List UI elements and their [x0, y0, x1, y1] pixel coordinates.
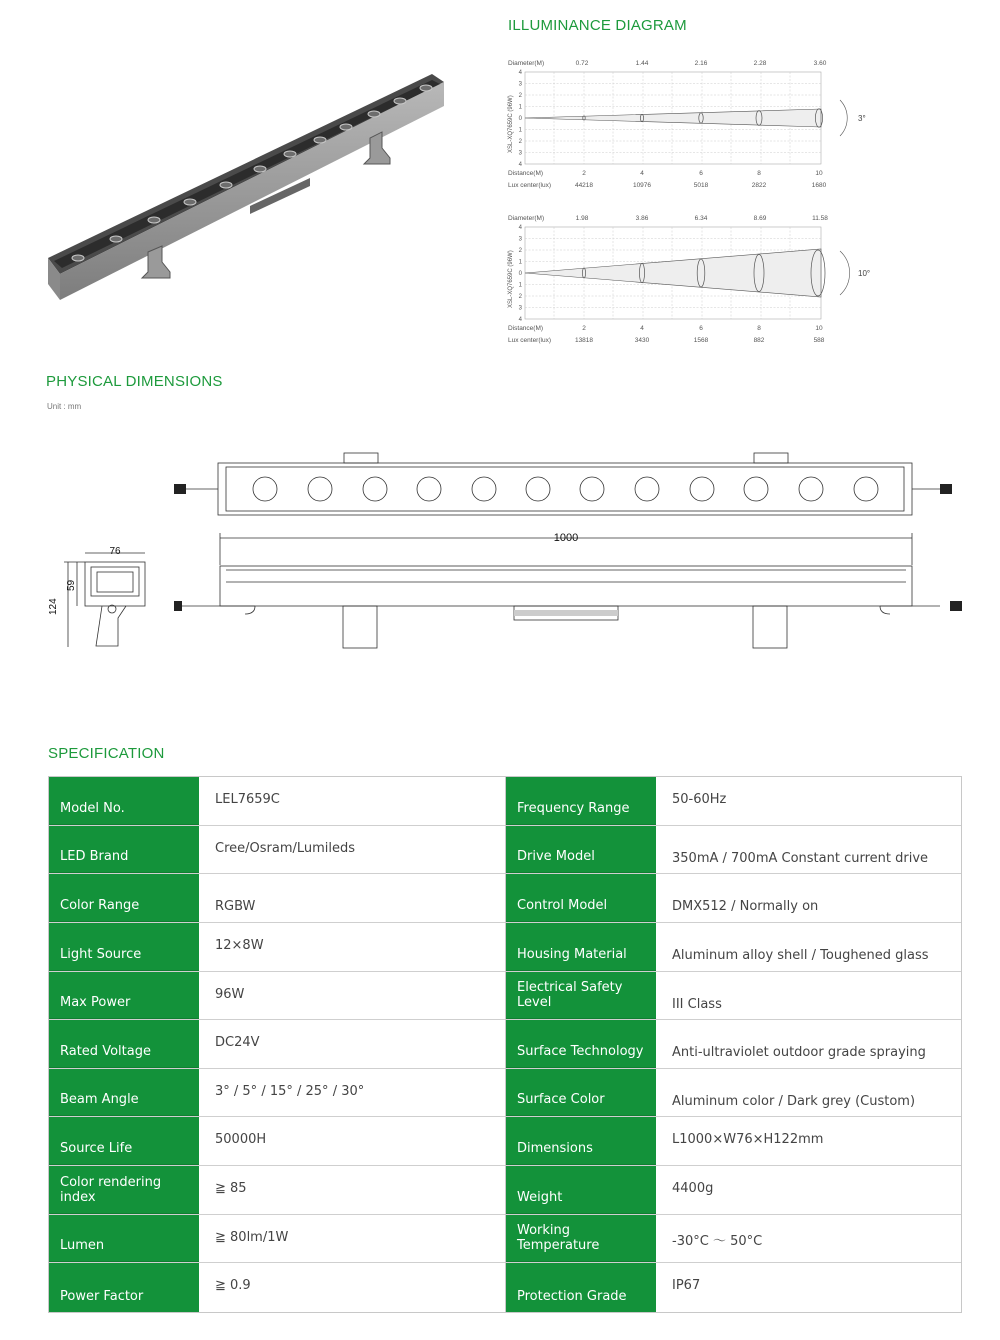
spec-value: ≧ 80lm/1W	[215, 1229, 289, 1245]
svg-text:1680: 1680	[811, 182, 827, 189]
spec-column-right	[505, 777, 961, 1312]
svg-text:4: 4	[518, 70, 522, 76]
spec-key: Control Model	[506, 874, 656, 922]
spec-value: Anti-ultraviolet outdoor grade spraying	[672, 1045, 926, 1061]
svg-text:3: 3	[518, 81, 522, 88]
spec-value: 4400g	[672, 1181, 714, 1197]
svg-text:11.58: 11.58	[812, 215, 828, 222]
spec-key: Source Life	[49, 1117, 199, 1165]
spec-value: 50000H	[215, 1132, 267, 1148]
illuminance-title: ILLUMINANCE DIAGRAM	[508, 17, 687, 34]
spec-row	[506, 1263, 961, 1312]
spec-value: -30°C ～ 50°C	[672, 1233, 763, 1249]
svg-text:2: 2	[518, 248, 522, 254]
svg-text:10976: 10976	[632, 182, 652, 189]
product-image	[40, 62, 460, 312]
distance-label: Distance(M)	[508, 170, 544, 177]
svg-text:6.34: 6.34	[694, 215, 708, 222]
spec-value: 3° / 5° / 15° / 25° / 30°	[215, 1083, 365, 1099]
spec-value: LEL7659C	[215, 792, 280, 807]
svg-text:4: 4	[518, 317, 522, 323]
svg-text:4: 4	[640, 170, 644, 177]
spec-key: Color Range	[49, 874, 199, 922]
svg-text:10: 10	[815, 170, 823, 177]
spec-row	[49, 826, 505, 875]
spec-key: Rated Voltage	[49, 1020, 199, 1068]
svg-text:2: 2	[582, 170, 586, 177]
spec-row	[49, 1166, 505, 1215]
svg-text:4: 4	[640, 325, 644, 332]
svg-text:0.72: 0.72	[575, 60, 589, 67]
spec-key: Beam Angle	[49, 1069, 199, 1117]
diameter-label: Diameter(M)	[508, 215, 545, 222]
svg-text:3: 3	[518, 236, 522, 243]
spec-value: 96W	[215, 986, 245, 1002]
spec-row	[506, 826, 961, 875]
spec-column-left	[49, 777, 505, 1312]
svg-text:1568: 1568	[693, 337, 709, 344]
lux-label: Lux center(lux)	[508, 182, 551, 189]
spec-row	[49, 972, 505, 1021]
spec-row	[506, 874, 961, 923]
svg-text:882: 882	[753, 337, 765, 344]
spec-row	[506, 777, 961, 826]
spec-row	[49, 1069, 505, 1118]
svg-text:4: 4	[518, 162, 522, 168]
svg-text:4: 4	[518, 225, 522, 231]
spec-key: Weight	[506, 1166, 656, 1214]
svg-text:2: 2	[582, 325, 586, 332]
svg-text:5018: 5018	[693, 182, 709, 189]
svg-text:3.60: 3.60	[813, 60, 827, 67]
svg-text:0: 0	[518, 271, 522, 277]
svg-text:3: 3	[518, 305, 522, 312]
spec-row	[506, 972, 961, 1021]
svg-text:6: 6	[699, 325, 703, 332]
height-dimension: 124	[48, 598, 59, 615]
spec-value: RGBW	[215, 899, 256, 915]
spec-key: Model No.	[49, 777, 199, 825]
spec-value: DMX512 / Normally on	[672, 899, 819, 915]
svg-text:588: 588	[813, 337, 825, 344]
svg-text:44218: 44218	[574, 182, 594, 189]
spec-key: Color rendering index	[49, 1166, 199, 1214]
model-vertical-label: XSL-XQ7659C (96W)	[508, 95, 514, 153]
svg-text:13818: 13818	[574, 337, 594, 344]
spec-value: III Class	[672, 996, 722, 1012]
svg-text:3.86: 3.86	[635, 215, 649, 222]
spec-key: Light Source	[49, 923, 199, 971]
spec-key: Electrical Safety Level	[506, 972, 656, 1020]
model-vertical-label: XSL-XQ7659C (96W)	[508, 250, 514, 308]
spec-key: Drive Model	[506, 826, 656, 874]
beam-angle-label: 10°	[858, 269, 871, 278]
svg-text:2: 2	[518, 139, 522, 145]
spec-row	[506, 1117, 961, 1166]
svg-text:1: 1	[518, 282, 522, 289]
svg-text:2.16: 2.16	[694, 60, 708, 67]
spec-key: Protection Grade	[506, 1263, 656, 1312]
spec-key: Dimensions	[506, 1117, 656, 1165]
spec-row	[506, 1215, 961, 1264]
spec-value: Aluminum color / Dark grey (Custom)	[672, 1093, 916, 1109]
spec-row	[49, 1117, 505, 1166]
svg-text:8: 8	[757, 170, 761, 177]
svg-text:10: 10	[815, 325, 823, 332]
width-dimension: 76	[109, 546, 121, 557]
distance-label: Distance(M)	[508, 325, 544, 332]
svg-text:1: 1	[518, 104, 522, 111]
svg-text:1: 1	[518, 127, 522, 134]
unit-label: Unit : mm	[47, 402, 82, 411]
illuminance-diagram-2	[500, 211, 880, 351]
spec-key: Surface Technology	[506, 1020, 656, 1068]
svg-text:8: 8	[757, 325, 761, 332]
specification-title: SPECIFICATION	[48, 745, 165, 762]
spec-value: 50-60Hz	[672, 792, 727, 807]
svg-text:6: 6	[699, 170, 703, 177]
svg-text:2822: 2822	[751, 182, 767, 189]
dimension-drawing	[40, 440, 970, 665]
spec-row	[49, 1215, 505, 1264]
svg-text:2: 2	[518, 294, 522, 300]
spec-row	[506, 923, 961, 972]
svg-text:3430: 3430	[634, 337, 650, 344]
svg-text:3: 3	[518, 150, 522, 157]
spec-value: L1000×W76×H122mm	[672, 1132, 824, 1148]
svg-text:1: 1	[518, 259, 522, 266]
diameter-label: Diameter(M)	[508, 60, 545, 67]
svg-text:1.98: 1.98	[575, 215, 589, 222]
spec-key: LED Brand	[49, 826, 199, 874]
spec-row	[506, 1020, 961, 1069]
svg-text:0: 0	[518, 116, 522, 122]
spec-value: IP67	[672, 1278, 701, 1294]
spec-key: Power Factor	[49, 1263, 199, 1312]
spec-key: Working Temperature	[506, 1215, 656, 1263]
spec-key: Max Power	[49, 972, 199, 1020]
spec-row	[49, 923, 505, 972]
svg-text:2: 2	[518, 93, 522, 99]
spec-row	[49, 1263, 505, 1312]
dimensions-title: PHYSICAL DIMENSIONS	[46, 373, 223, 390]
spec-key: Frequency Range	[506, 777, 656, 825]
length-dimension: 1000	[553, 532, 579, 544]
spec-value: Cree/Osram/Lumileds	[215, 840, 356, 856]
spec-value: 12×8W	[215, 937, 264, 953]
svg-text:2.28: 2.28	[753, 60, 767, 67]
spec-value: ≧ 85	[215, 1181, 247, 1197]
spec-value: Aluminum alloy shell / Toughened glass	[672, 947, 929, 963]
svg-text:8.69: 8.69	[753, 215, 767, 222]
spec-row	[49, 1020, 505, 1069]
specification-table	[48, 776, 962, 1313]
svg-text:1.44: 1.44	[635, 60, 649, 67]
spec-key: Surface Color	[506, 1069, 656, 1117]
spec-row	[49, 874, 505, 923]
spec-value: ≧ 0.9	[215, 1278, 251, 1294]
spec-value: 350mA / 700mA Constant current drive	[672, 850, 929, 866]
spec-row	[506, 1069, 961, 1118]
spec-key: Lumen	[49, 1215, 199, 1263]
beam-angle-label: 3°	[858, 114, 866, 123]
lux-label: Lux center(lux)	[508, 337, 551, 344]
spec-key: Housing Material	[506, 923, 656, 971]
inner-height-dimension: 59	[66, 579, 77, 591]
illuminance-diagram-1	[500, 56, 880, 196]
spec-row	[506, 1166, 961, 1215]
spec-value: DC24V	[215, 1035, 260, 1051]
spec-row	[49, 777, 505, 826]
